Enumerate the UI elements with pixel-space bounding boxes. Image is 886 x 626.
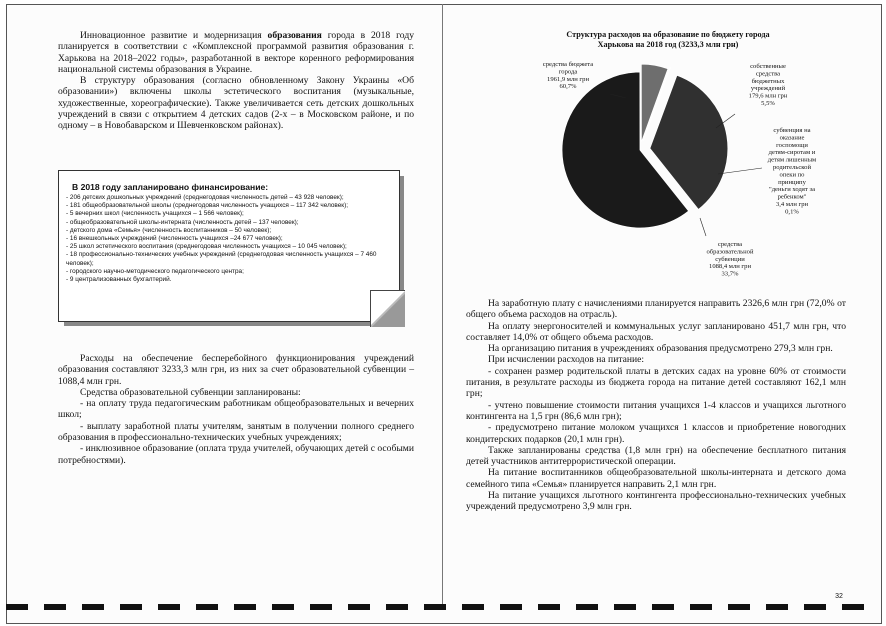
- subvention-text: [58, 353, 414, 466]
- note-item: - 18 профессионально-технических учебных учреждений (среднегодовая численность учащихся – 7 460 человек);: [66, 251, 377, 267]
- expenses-paragraph: Расходы на обеспечение бесперебойного функционирования учреждений образования составляют 3233,3 млн грн, из них за счет образовательной субвенции – 1088,4 млн грн.: [58, 353, 414, 387]
- slice-label-line: опеки по: [779, 171, 805, 179]
- subvention-intro: Средства образовательной субвенции запланированы:: [80, 386, 301, 398]
- ato-meals-paragraph: Также запланированы средства (1,8 млн грн) на обеспечение бесплатного питания детей участников антитеррористической операции.: [466, 444, 846, 468]
- slice-label-line: учреждений: [750, 85, 786, 93]
- slice-label-line: 1088,4 млн грн: [709, 263, 751, 271]
- note-item: - 16 внешкольных учреждений (численность учащихся –24 677 человек);: [66, 235, 283, 243]
- intro-paragraph-2: В структуру образования (согласно обновленному Закону Украины «Об образовании») включены школы эстетического воспитания (музыкальные, художественные, хореографические). Также увеличивается сеть детских дошкольных учреждений в связи с открытием 4 детских садов (2-х – в Московском районе, и по одному – в Новобаварском и Шевченковском районах).: [58, 75, 414, 132]
- chart-title: Структура расходов на образование по бюджету города Харькова на 2018 год (3233,3 млн грн): [566, 30, 770, 49]
- utilities-paragraph: На оплату энергоносителей и коммунальных услуг запланировано 451,7 млн грн, что составляет 14,0% от общего объема расходов.: [466, 320, 846, 343]
- slice-label: [768, 127, 817, 215]
- intro-text: [58, 30, 414, 132]
- slice-label-line: средства: [755, 70, 781, 78]
- note-item: - 9 централизованных бухгалтерий.: [66, 276, 172, 284]
- expenses-pie-chart: [530, 58, 860, 288]
- slice-label: [707, 241, 754, 278]
- slice-label-line: 179,6 млн грн: [748, 92, 788, 100]
- meals-paragraph: На организацию питания в учреждениях образования предусмотрено 279,3 млн грн.: [488, 343, 833, 355]
- spending-text: [466, 298, 846, 513]
- slice-label-line: образовательной: [706, 248, 754, 256]
- meals-item-1: - сохранен размер родительской платы в детских садах на уровне 60% от стоимости питания, в результате расходы из бюджета города на питание детей составляют 162,1 млн грн;: [466, 365, 846, 400]
- note-title: В 2018 году запланировано финансирование:: [72, 182, 269, 192]
- slice-label-line: города: [558, 68, 578, 76]
- slice-label-line: оказание: [779, 134, 805, 142]
- meals-calc-intro: При исчислении расходов на питание:: [488, 354, 645, 366]
- slice-label-line: принципу: [778, 178, 806, 186]
- slice-label-line: "деньги ходят за: [769, 186, 815, 194]
- page-divider: [442, 4, 443, 604]
- note-item: - детского дома «Семья» (численность воспитанников – 50 человек);: [66, 226, 272, 234]
- intro-p1-start: Инновационное развитие и модернизация: [80, 30, 268, 41]
- slice-label-line: госпомощи: [776, 141, 808, 149]
- salary-paragraph: На заработную плату с начислениями планируется направить 2326,6 млн грн (72,0% от общего объема расходов на отрасль).: [466, 298, 846, 321]
- note-list: [66, 194, 398, 284]
- slice-label-line: детям лишенным: [767, 156, 817, 164]
- subvention-item-3: - инклюзивное образование (оплата труда учителей, обучающих детей с особыми потребностями).: [58, 443, 414, 466]
- slice-label-line: средства бюджета: [542, 61, 594, 68]
- subvention-item-1: - на оплату труда педагогическим работникам общеобразовательных и вечерних школ;: [58, 398, 414, 421]
- slice-label-line: субвенция на: [773, 127, 811, 134]
- slice-label-line: собственные: [750, 63, 786, 70]
- slice-label-line: 3,4 млн грн: [775, 201, 809, 208]
- note-page-curl: [370, 290, 405, 327]
- page-number: 32: [835, 593, 843, 600]
- note-item: - 5 вечерних школ (численность учащихся – 1 566 человек);: [66, 210, 244, 218]
- slice-label-line: субвенции: [715, 255, 745, 263]
- slice-label: [749, 63, 788, 107]
- slice-label-line: 1961,9 млн грн: [547, 75, 589, 83]
- slice-label-line: детям-сиротам и: [768, 149, 816, 157]
- slice-leader-line: [700, 218, 706, 236]
- slice-label-line: 33,7%: [721, 270, 739, 278]
- slice-label-line: средства: [717, 241, 743, 248]
- intro-p1-bold: образования: [267, 30, 322, 41]
- slice-label-line: родительской: [772, 164, 812, 171]
- note-item: - 206 детских дошкольных учреждений (среднегодовая численность детей – 43 928 человек);: [66, 194, 344, 201]
- note-item: - общеобразовательной школы-интерната (численность детей – 137 человек);: [66, 218, 299, 226]
- meals-item-3: - предусмотрено питание молоком учащихся 1 классов и приобретение новогодних кондитерских подарков (20,1 млн грн).: [466, 422, 846, 445]
- vocational-paragraph: На питание учащихся льготного контингента профессионально-технических учебных учреждений предусмотрено 3,9 млн грн.: [466, 490, 846, 513]
- slice-label: [543, 61, 593, 90]
- footer-dash-bar: [6, 604, 880, 610]
- slice-label-line: 60,7%: [559, 83, 577, 91]
- slice-label-line: бюджетных: [751, 77, 785, 85]
- slice-label-line: 0,1%: [785, 208, 799, 216]
- note-item: - 181 общеобразовательной школы (среднегодовая численность учащихся – 117 342 человек);: [66, 202, 349, 210]
- intro-paragraph-1: [58, 30, 414, 75]
- boarding-school-paragraph: На питание воспитанников общеобразовательной школы-интерната и детского дома семейного типа «Семья» планируется направить 2,1 млн грн.: [466, 467, 846, 490]
- slice-label-line: 5,5%: [761, 100, 775, 107]
- note-item: - 25 школ эстетического воспитания (среднегодовая численность учащихся – 10 045 человек);: [66, 243, 347, 251]
- slice-label-line: ребенком": [777, 193, 807, 201]
- note-item: - городского научно-методического педагогического центра;: [66, 267, 244, 275]
- subvention-item-2: - выплату заработной платы учителям, занятым в получении полного среднего образования в профессионально-технических учебных учреждениях;: [58, 420, 414, 444]
- meals-item-2: - учтено повышение стоимости питания учащихся 1-4 классов и учащихся льготного контингента на 1,5 грн (86,6 млн грн);: [466, 399, 846, 422]
- intro-p1-end: города в 2018 году планируется в соответствии с «Комплексной программой развития образования г. Харькова на 2018–2022 годы», разработанной в векторе коренного реформирования национальной системы образования в Украине.: [58, 30, 414, 75]
